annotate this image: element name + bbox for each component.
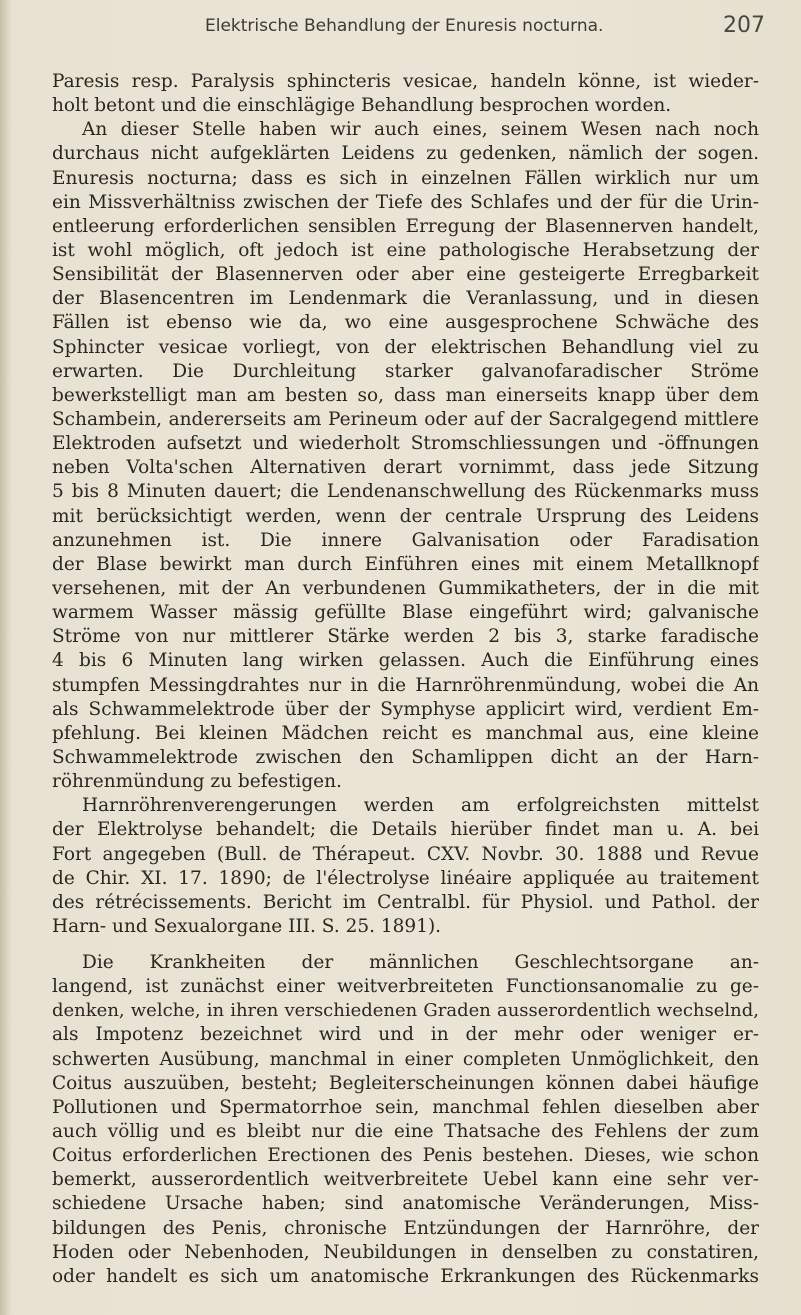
- text-line: schiedene Ursache haben; sind anatomische Veränderungen, Miss-: [52, 1193, 759, 1215]
- text-line: entleerung erforderlichen sensiblen Erregung der Blasennerven handelt,: [52, 215, 759, 237]
- text-line: bildungen des Penis, chronische Entzündungen der Harnröhre, der: [52, 1217, 759, 1239]
- text-line: Paresis resp. Paralysis sphincteris vesicae, handeln könne, ist wieder-: [52, 71, 759, 92]
- text-line: des rétrécissements. Bericht im Centralbl. für Physiol. und Pathol. der: [52, 891, 759, 913]
- text-line: Schwammelektrode zwischen den Schamlippen dicht an der Harn-: [52, 746, 759, 768]
- running-head: [0, 13, 801, 46]
- text-line: Sphincter vesicae vorliegt, von der elektrischen Behandlung viel zu: [52, 336, 759, 358]
- text-line: der Blasencentren im Lendenmark die Veranlassung, und in diesen: [52, 288, 759, 310]
- text-line: An dieser Stelle haben wir auch eines, seinem Wesen nach noch: [82, 119, 759, 141]
- text-line: pfehlung. Bei kleinen Mädchen reicht es manchmal aus, eine kleine: [52, 722, 759, 744]
- text-line: de Chir. XI. 17. 1890; de l'électrolyse linéaire appliquée au traitement: [52, 867, 759, 889]
- text-line: Elektroden aufsetzt und wiederholt Stromschliessungen und -öffnungen: [52, 433, 759, 455]
- text-line: denken, welche, in ihren verschiedenen Graden ausserordentlich wechselnd,: [52, 1000, 759, 1022]
- text-line: ein Missverhältniss zwischen der Tiefe des Schlafes und der für die Urin-: [52, 191, 759, 213]
- page-number: 207: [723, 13, 765, 38]
- text-line: als Impotenz bezeichnet wird und in der mehr oder weniger er-: [52, 1024, 759, 1046]
- text-line: der Blase bewirkt man durch Einführen eines mit einem Metallknopf: [52, 553, 759, 575]
- text-line: oder handelt es sich um anatomische Erkrankungen des Rückenmarks: [52, 1265, 759, 1287]
- page-spine-shadow: [0, 0, 10, 1315]
- text-line: 5 bis 8 Minuten dauert; die Lendenanschwellung des Rückenmarks muss: [52, 481, 759, 503]
- paragraph-gap: [52, 939, 759, 951]
- text-line: Pollutionen und Spermatorrhoe sein, manchmal fehlen dieselben aber: [52, 1096, 759, 1118]
- paragraph: [52, 794, 759, 939]
- text-line: anzunehmen ist. Die innere Galvanisation oder Faradisation: [52, 529, 759, 551]
- text-line: Schambein, andererseits am Perineum oder auf der Sacralgegend mittlere: [52, 408, 759, 430]
- text-line: Harnröhrenverengerungen werden am erfolgreichsten mittelst: [82, 795, 759, 817]
- text-line: als Schwammelektrode über der Symphyse applicirt wird, verdient Em-: [52, 698, 759, 720]
- text-line: Hoden oder Nebenhoden, Neubildungen in denselben zu constatiren,: [52, 1241, 759, 1263]
- running-title: Elektrische Behandlung der Enuresis nocturna.: [205, 16, 604, 36]
- text-line: Harn- und Sexualorgane III. S. 25. 1891).: [52, 915, 442, 937]
- paragraph: [52, 951, 759, 1289]
- text-line: bewerkstelligt man am besten so, dass man einerseits knapp über dem: [52, 384, 759, 406]
- text-line: versehenen, mit der An verbundenen Gummikatheters, der in die mit: [52, 577, 759, 599]
- text-line: röhrenmündung zu befestigen.: [52, 771, 342, 793]
- text-line: Sensibilität der Blasennerven oder aber eine gesteigerte Erregbarkeit: [52, 264, 759, 286]
- text-line: bemerkt, ausserordentlich weitverbreitete Uebel kann eine sehr ver-: [52, 1169, 759, 1191]
- text-line: erwarten. Die Durchleitung starker galvanofaradischer Ströme: [52, 360, 759, 382]
- text-line: langend, ist zunächst einer weitverbreiteten Functionsanomalie zu ge-: [52, 976, 759, 998]
- text-line: ist wohl möglich, oft jedoch ist eine pathologische Herabsetzung der: [52, 239, 759, 261]
- text-line: durchaus nicht aufgeklärten Leidens zu gedenken, nämlich der sogen.: [52, 143, 759, 165]
- text-line: der Elektrolyse behandelt; die Details hierüber findet man u. A. bei: [52, 819, 759, 841]
- text-line: Fort angegeben (Bull. de Thérapeut. CXV. Novbr. 30. 1888 und Revue: [52, 843, 759, 865]
- text-line: Fällen ist ebenso wie da, wo eine ausgesprochene Schwäche des: [52, 312, 759, 334]
- body-text: [52, 70, 759, 1289]
- paragraph: [52, 70, 759, 118]
- text-line: Enuresis nocturna; dass es sich in einzelnen Fällen wirklich nur um: [52, 167, 759, 189]
- text-line: holt betont und die einschlägige Behandlung besprochen worden.: [52, 95, 672, 117]
- paragraph: [52, 118, 759, 794]
- text-line: schwerten Ausübung, manchmal in einer completen Unmöglichkeit, den: [52, 1048, 759, 1070]
- text-line: Coitus erforderlichen Erectionen des Penis bestehen. Dieses, wie schon: [52, 1145, 759, 1167]
- text-line: 4 bis 6 Minuten lang wirken gelassen. Auch die Einführung eines: [52, 650, 759, 672]
- text-line: Coitus auszuüben, besteht; Begleiterscheinungen können dabei häufige: [52, 1072, 759, 1094]
- text-line: auch völlig und es bleibt nur die eine Thatsache des Fehlens der zum: [52, 1121, 759, 1143]
- text-line: Ströme von nur mittlerer Stärke werden 2 bis 3, starke faradische: [52, 626, 759, 648]
- text-line: warmem Wasser mässig gefüllte Blase eingeführt wird; galvanische: [52, 602, 759, 624]
- text-line: mit berücksichtigt werden, wenn der centrale Ursprung des Leidens: [52, 505, 759, 527]
- text-line: stumpfen Messingdrahtes nur in die Harnröhrenmündung, wobei die An: [52, 674, 759, 696]
- text-line: Die Krankheiten der männlichen Geschlechtsorgane an-: [82, 952, 759, 974]
- text-line: neben Volta'schen Alternativen derart vornimmt, dass jede Sitzung: [52, 457, 759, 479]
